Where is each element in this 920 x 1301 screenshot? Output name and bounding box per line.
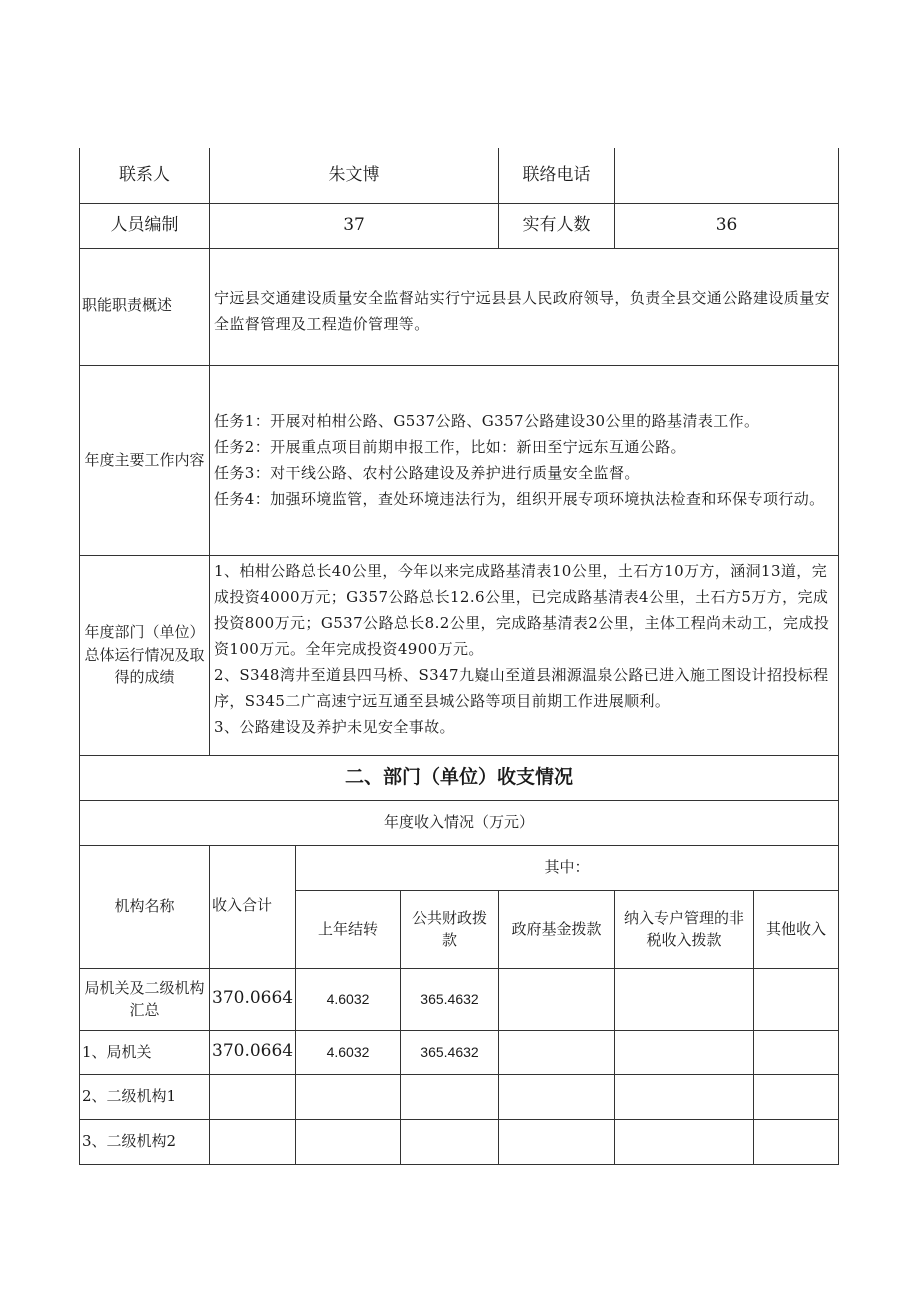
task-item: 任务1：开展对柏柑公路、G537公路、G357公路建设30公里的路基清表工作。 <box>214 412 760 430</box>
results-list <box>210 555 839 755</box>
phone-label: 联络电话 <box>499 148 615 203</box>
tasks-list <box>210 365 839 555</box>
table-row <box>80 968 839 1030</box>
income-title: 年度收入情况（万元） <box>80 800 839 845</box>
duties-row <box>80 248 839 365</box>
row-public-finance: 365.4632 <box>401 968 499 1030</box>
row-carryover <box>296 1119 401 1164</box>
report-form <box>79 148 838 1165</box>
row-gov-fund <box>499 968 615 1030</box>
section-two-title: 二、部门（单位）收支情况 <box>80 755 839 800</box>
row-gov-fund <box>499 1074 615 1119</box>
duties-label: 职能职责概述 <box>80 248 210 365</box>
row-other <box>754 1119 839 1164</box>
task-item: 任务3：对干线公路、农村公路建设及养护进行质量安全监督。 <box>214 464 640 482</box>
header-other: 其他收入 <box>754 890 839 968</box>
header-org: 机构名称 <box>80 845 210 968</box>
row-public-finance <box>401 1119 499 1164</box>
staff-quota-label: 人员编制 <box>80 203 210 248</box>
results-row <box>80 555 839 755</box>
contact-name: 朱文博 <box>210 148 499 203</box>
result-item: 2、S348湾井至道县四马桥、S347九嶷山至道县湘源温泉公路已进入施工图设计招投标程序，S345二广高速宁远互通至县城公路等项目前期工作进展顺利。 <box>214 665 829 710</box>
section-two-row <box>80 755 839 800</box>
row-org: 局机关及二级机构汇总 <box>80 968 210 1030</box>
table-row <box>80 1119 839 1164</box>
phone-value <box>615 148 839 203</box>
row-gov-fund <box>499 1119 615 1164</box>
row-special-account <box>615 1119 754 1164</box>
row-other <box>754 968 839 1030</box>
row-public-finance <box>401 1074 499 1119</box>
form-table <box>79 148 839 1165</box>
income-header-row-1 <box>80 845 839 890</box>
income-title-row <box>80 800 839 845</box>
staff-row <box>80 203 839 248</box>
row-carryover: 4.6032 <box>296 968 401 1030</box>
table-row <box>80 1030 839 1074</box>
row-carryover <box>296 1074 401 1119</box>
header-total: 收入合计 <box>210 845 296 968</box>
header-carryover: 上年结转 <box>296 890 401 968</box>
row-org: 3、二级机构2 <box>80 1119 210 1164</box>
row-special-account <box>615 1030 754 1074</box>
staff-actual-label: 实有人数 <box>499 203 615 248</box>
row-other <box>754 1030 839 1074</box>
table-row <box>80 1074 839 1119</box>
header-public-finance: 公共财政拨款 <box>401 890 499 968</box>
tasks-row <box>80 365 839 555</box>
contact-label: 联系人 <box>80 148 210 203</box>
contact-row <box>80 148 839 203</box>
header-special-account: 纳入专户管理的非税收入拨款 <box>615 890 754 968</box>
row-total: 370.0664 <box>210 968 296 1030</box>
row-total <box>210 1119 296 1164</box>
task-item: 任务2：开展重点项目前期申报工作，比如：新田至宁远东互通公路。 <box>214 438 686 456</box>
staff-quota-value: 37 <box>210 203 499 248</box>
row-public-finance: 365.4632 <box>401 1030 499 1074</box>
row-total: 370.0664 <box>210 1030 296 1074</box>
tasks-label: 年度主要工作内容 <box>80 365 210 555</box>
header-gov-fund: 政府基金拨款 <box>499 890 615 968</box>
row-carryover: 4.6032 <box>296 1030 401 1074</box>
result-item: 1、柏柑公路总长40公里，今年以来完成路基清表10公里，土石方10万方，涵洞13道，完成投资4000万元；G357公路总长12.6公里，已完成路基清表4公里，土石方5万方，完成投资800万元；G537公路总长8.2公里，完成路基清表2公里，主体工程尚未动工，完成投资100万元。全年完成投资4900万元。 <box>214 561 830 658</box>
row-gov-fund <box>499 1030 615 1074</box>
row-org: 2、二级机构1 <box>80 1074 210 1119</box>
task-item: 任务4：加强环境监管，查处环境违法行为，组织开展专项环境执法检查和环保专项行动。 <box>214 490 825 508</box>
result-item: 3、公路建设及养护未见安全事故。 <box>214 717 455 736</box>
row-other <box>754 1074 839 1119</box>
staff-actual-value: 36 <box>615 203 839 248</box>
row-special-account <box>615 1074 754 1119</box>
duties-text: 宁远县交通建设质量安全监督站实行宁远县县人民政府领导，负责全县交通公路建设质量安全监督管理及工程造价管理等。 <box>210 248 839 365</box>
row-total <box>210 1074 296 1119</box>
row-special-account <box>615 968 754 1030</box>
header-of-which: 其中： <box>296 845 839 890</box>
row-org: 1、局机关 <box>80 1030 210 1074</box>
results-label: 年度部门（单位）总体运行情况及取得的成绩 <box>80 555 210 755</box>
